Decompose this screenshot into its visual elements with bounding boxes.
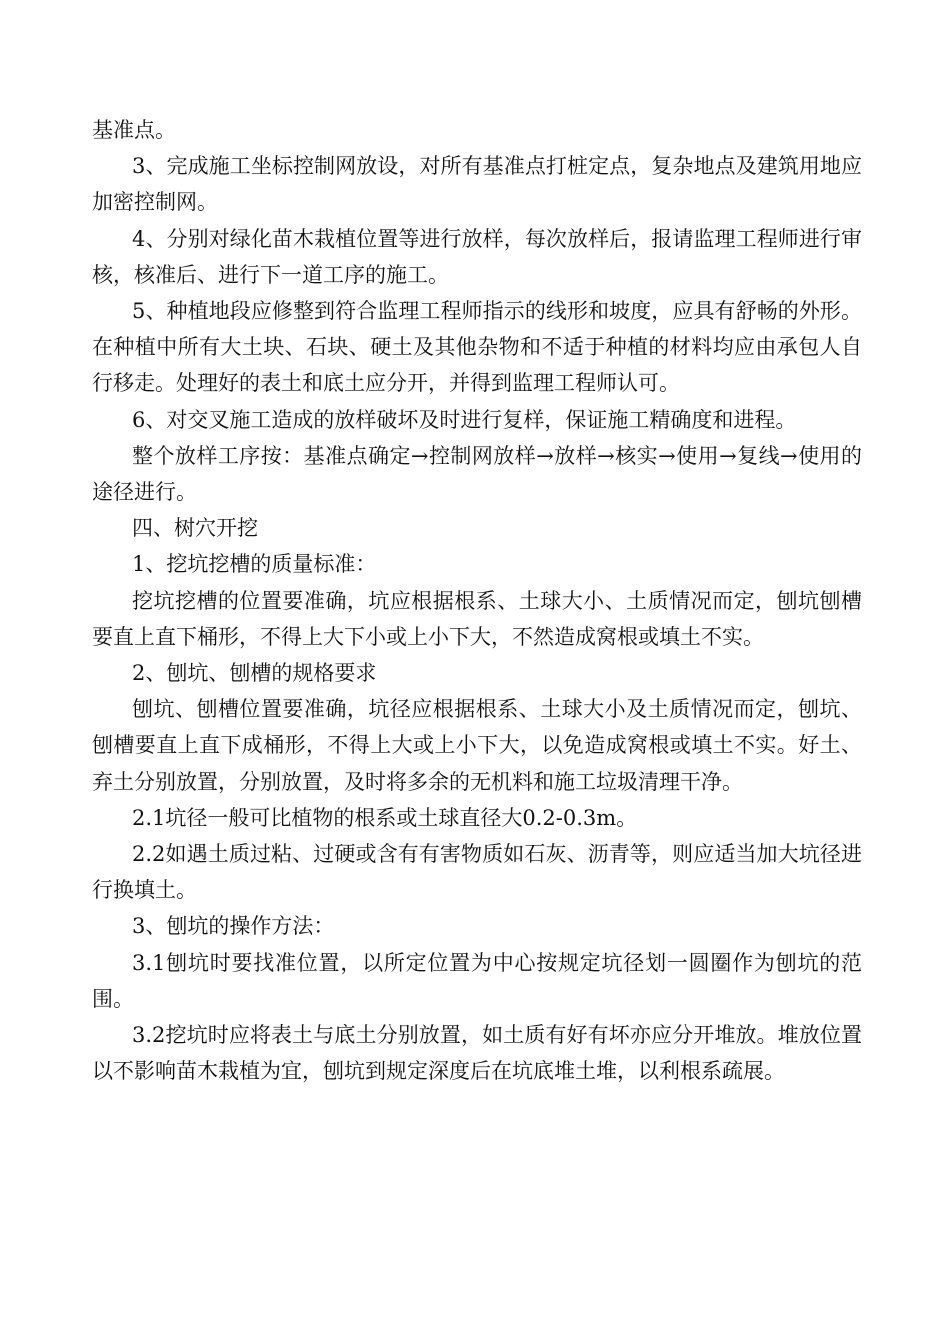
subheading-specifications: 2、刨坑、刨槽的规格要求 <box>132 661 377 686</box>
paragraph-item-2-2: 2.2如遇土质过粘、过硬或含有有害物质如石灰、沥青等，则应适当加大坑径进行换填土。 <box>92 842 862 903</box>
subheading-quality-standard: 1、挖坑挖槽的质量标准： <box>132 552 377 577</box>
subheading-operation-method: 3、刨坑的操作方法： <box>132 914 335 939</box>
document-body <box>92 112 862 1089</box>
paragraph-quality-standard: 挖坑挖槽的位置要准确，坑应根据根系、土球大小、土质情况而定，刨坑刨槽要直上直下桶形，不得上大下小或上小下大，不然造成窝根或填土不实。 <box>92 588 862 649</box>
paragraph-specifications: 刨坑、刨槽位置要准确，坑径应根据根系、土球大小及土质情况而定，刨坑、刨槽要直上直下成桶形，不得上大或上小下大，以免造成窝根或填土不实。好土、弃土分别放置，分别放置，及时将多余的无机料和施工垃圾清理干净。 <box>92 697 862 794</box>
paragraph-item-3-1: 3.1刨坑时要找准位置，以所定位置为中心按规定坑径划一圆圈作为刨坑的范围。 <box>92 950 862 1011</box>
paragraph-item-5: 5、种植地段应修整到符合监理工程师指示的线形和坡度，应具有舒畅的外形。在种植中所有大土块、石块、硬土及其他杂物和不适于种植的材料均应由承包人自行移走。处理好的表土和底土应分开，并得到监理工程师认可。 <box>92 299 862 396</box>
paragraph-item-2-1: 2.1坑径一般可比植物的根系或土球直径大0.2-0.3m。 <box>132 805 638 830</box>
paragraph-item-3-2: 3.2挖坑时应将表土与底土分别放置，如土质有好有坏亦应分开堆放。堆放位置以不影响苗木栽植为宜，刨坑到规定深度后在坑底堆土堆，以利根系疏展。 <box>92 1023 862 1084</box>
paragraph-continuation: 基准点。 <box>92 118 176 142</box>
paragraph-item-4: 4、分别对绿化苗木栽植位置等进行放样，每次放样后，报请监理工程师进行审核，核准后、进行下一道工序的施工。 <box>92 226 862 287</box>
paragraph-process-summary: 整个放样工序按：基准点确定→控制网放样→放样→核实→使用→复线→使用的途径进行。 <box>92 443 862 505</box>
paragraph-item-6: 6、对交叉施工造成的放样破坏及时进行复样，保证施工精确度和进程。 <box>132 407 797 432</box>
paragraph-item-3: 3、完成施工坐标控制网放设，对所有基准点打桩定点，复杂地点及建筑用地应加密控制网。 <box>92 154 862 215</box>
section-heading: 四、树穴开挖 <box>132 516 258 541</box>
